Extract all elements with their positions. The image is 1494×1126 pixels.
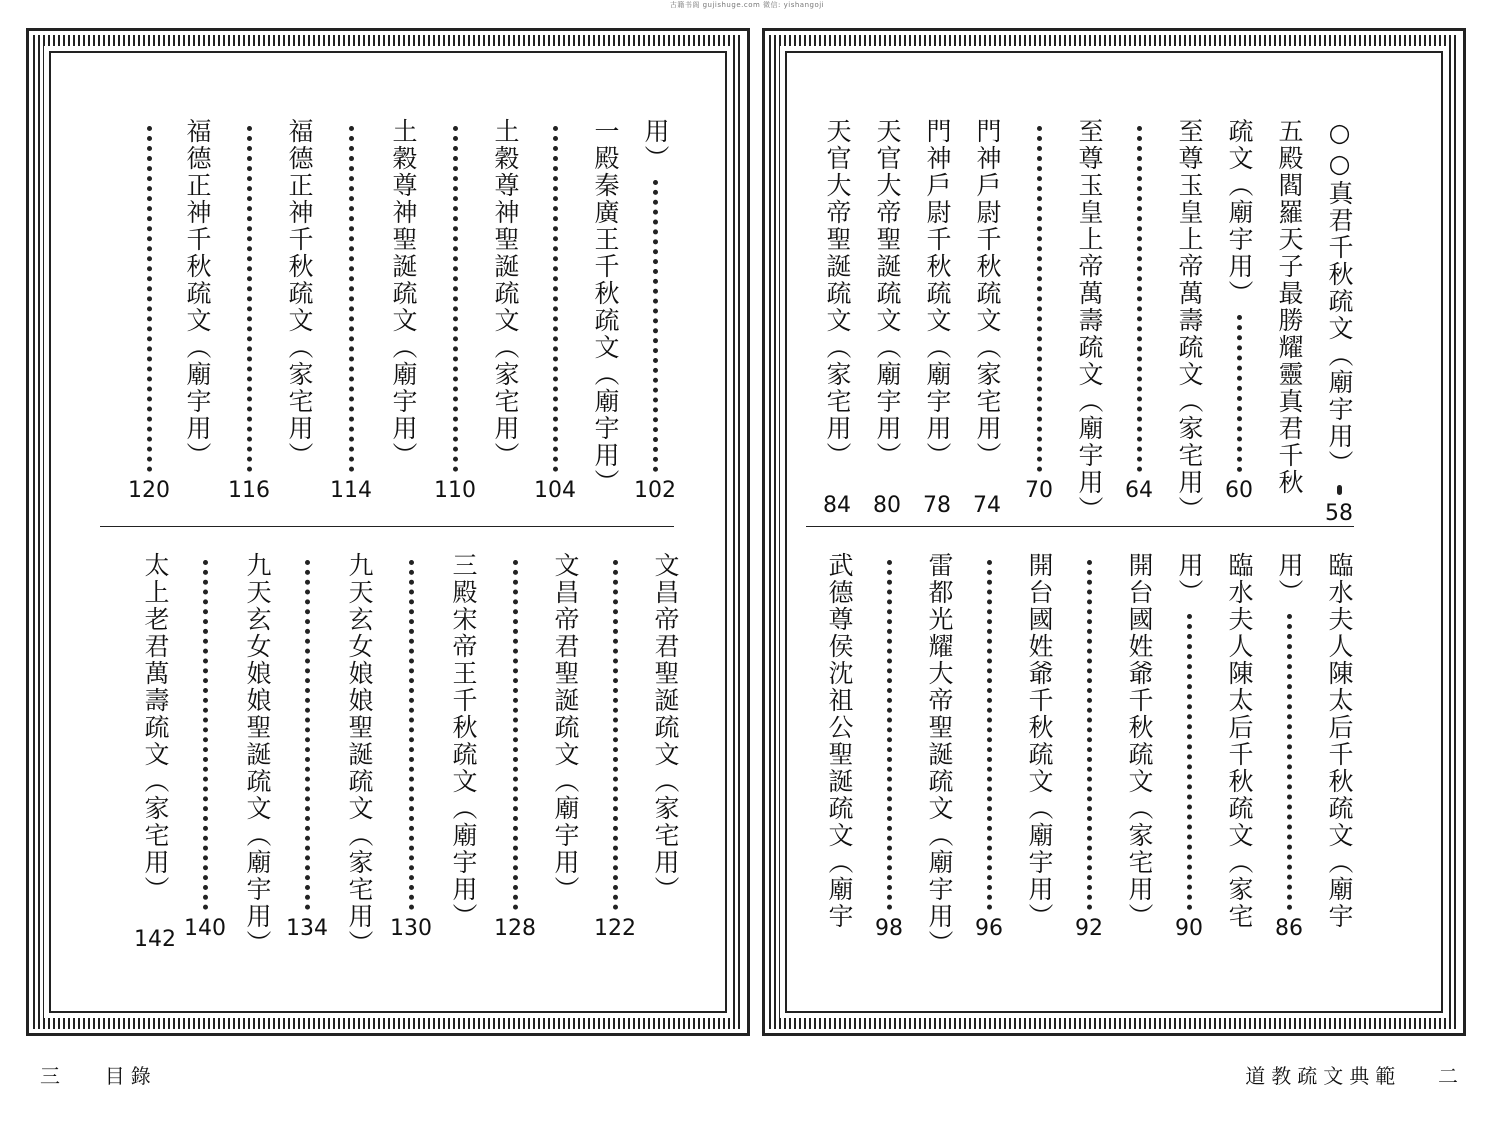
- toc-entry: 開台國姓爺千秋疏文（廟宇用）: [1025, 552, 1054, 930]
- left-footer: [40, 1060, 157, 1089]
- right-running-title: 道教疏文典範: [1245, 1064, 1402, 1088]
- toc-entry: 至尊玉皇上帝萬壽疏文（廟宇用）: [1075, 118, 1104, 523]
- toc-entry: 天官大帝聖誕疏文（家宅用） 84: [823, 118, 852, 518]
- toc-entry: 九天玄女娘娘聖誕疏文（廟宇用）: [243, 552, 272, 957]
- toc-entry: 104: [538, 118, 572, 504]
- left-section-divider: [100, 526, 674, 527]
- left-running-title: 目錄: [104, 1064, 157, 1088]
- toc-entry: 用） 86: [1275, 552, 1304, 941]
- toc-entry: 92: [1072, 552, 1106, 942]
- right-footer: [1245, 1060, 1464, 1089]
- toc-entry: 用） 90: [1175, 552, 1204, 941]
- toc-entry: 用） 102: [634, 118, 676, 503]
- toc-entry: 門神戶尉千秋疏文（家宅用） 74: [973, 118, 1002, 518]
- toc-entry: 疏文（廟宇用） 60: [1225, 118, 1254, 503]
- toc-entry: 114: [334, 118, 368, 504]
- toc-entry: 福德正神千秋疏文（家宅用）: [285, 118, 314, 469]
- toc-entry: 門神戶尉千秋疏文（廟宇用） 78: [923, 118, 952, 518]
- toc-entry: 96: [972, 552, 1006, 942]
- right-section-divider: [806, 526, 1354, 527]
- toc-entry: 臨水夫人陳太后千秋疏文（家宅: [1225, 552, 1254, 930]
- toc-entry: 雷都光耀大帝聖誕疏文（廟宇用）: [925, 552, 954, 957]
- toc-entry: 140: [188, 552, 222, 942]
- toc-entry: 130: [394, 552, 428, 942]
- right-page-border: [762, 28, 1466, 1036]
- watermark-text: 古籍书阁 gujishuge.com 微信: yishangoji: [669, 1, 825, 9]
- toc-entry: 134: [290, 552, 324, 942]
- toc-entry: 64: [1122, 118, 1156, 504]
- toc-entry: 116: [232, 118, 266, 504]
- left-page-number: 三: [40, 1064, 66, 1088]
- toc-entry: 福德正神千秋疏文（廟宇用）: [183, 118, 212, 469]
- toc-entry: 五殿閻羅天子最勝耀靈真君千秋: [1275, 118, 1304, 496]
- toc-entry: 天官大帝聖誕疏文（廟宇用） 80: [873, 118, 902, 518]
- toc-entry: 122: [598, 552, 632, 942]
- toc-entry: 文昌帝君聖誕疏文（家宅用）: [651, 552, 680, 903]
- toc-entry: 一殿秦廣王千秋疏文（廟宇用）: [591, 118, 620, 496]
- toc-entry: 土穀尊神聖誕疏文（家宅用）: [491, 118, 520, 469]
- toc-entry: 臨水夫人陳太后千秋疏文（廟宇: [1325, 552, 1354, 930]
- toc-entry: 開台國姓爺千秋疏文（家宅用）: [1125, 552, 1154, 930]
- toc-entry: 太上老君萬壽疏文（家宅用） 142: [134, 552, 176, 952]
- toc-entry: 98: [872, 552, 906, 942]
- toc-entry: 武德尊侯沈祖公聖誕疏文（廟宇: [825, 552, 854, 930]
- toc-entry: 至尊玉皇上帝萬壽疏文（家宅用）: [1175, 118, 1204, 523]
- toc-entry: 110: [438, 118, 472, 504]
- toc-entry: 九天玄女娘娘聖誕疏文（家宅用）: [345, 552, 374, 957]
- toc-entry: 70: [1022, 118, 1056, 504]
- toc-entry: 土穀尊神聖誕疏文（廟宇用）: [389, 118, 418, 469]
- toc-entry: ○○真君千秋疏文（廟宇用） 58: [1325, 118, 1354, 526]
- toc-entry: 128: [498, 552, 532, 942]
- toc-entry: 文昌帝君聖誕疏文（廟宇用）: [551, 552, 580, 903]
- toc-entry: 120: [132, 118, 166, 504]
- right-page-number: 二: [1438, 1064, 1464, 1088]
- toc-entry: 三殿宋帝王千秋疏文（廟宇用）: [449, 552, 478, 930]
